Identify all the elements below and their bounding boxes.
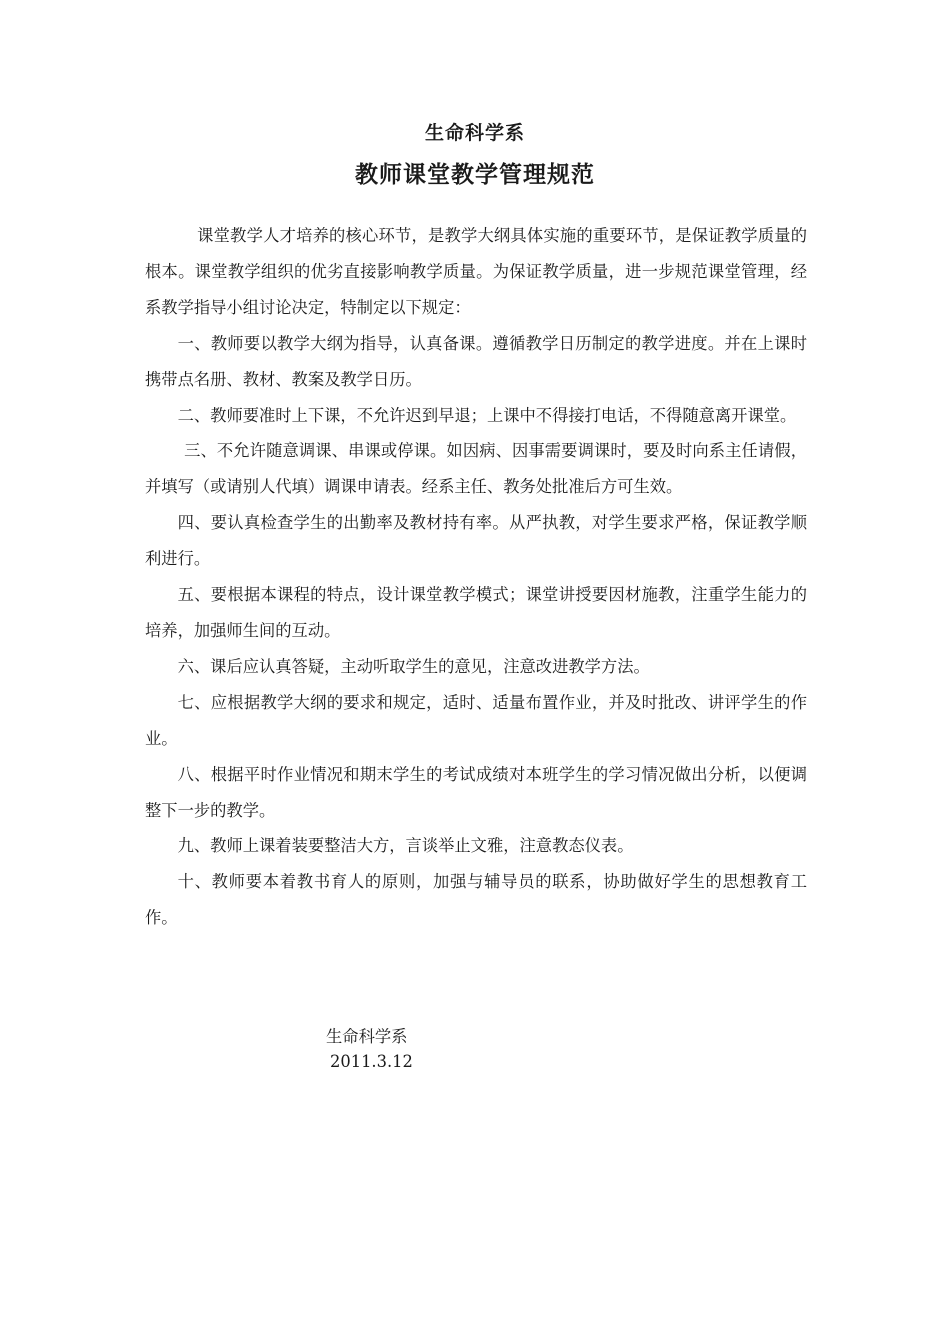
signature-date: 2011.3.12 — [330, 1052, 413, 1071]
rule-item-2: 二、教师要准时上下课，不允许迟到早退；上课中不得接打电话，不得随意离开课堂。 — [177, 405, 797, 425]
rule-item-6: 六、课后应认真答疑，主动听取学生的意见，注意改进教学方法。 — [177, 656, 650, 676]
department-heading: 生命科学系 — [424, 122, 525, 144]
rule-item-4: 四、要认真检查学生的出勤率及教材持有率。从严执教，对学生要求严格，保证教学顺利进行。 — [145, 513, 807, 569]
rule-item-8: 八、根据平时作业情况和期末学生的考试成绩对本班学生的学习情况做出分析，以便调整下一步的教学。 — [145, 764, 807, 820]
rule-item-7: 七、应根据教学大纲的要求和规定，适时、适量布置作业，并及时批改、讲评学生的作业。 — [145, 692, 807, 748]
rule-item-1: 一、教师要以教学大纲为指导，认真备课。遵循教学日历制定的教学进度。并在上课时携带点名册、教材、教案及教学日历。 — [145, 333, 807, 389]
rule-item-5: 五、要根据本课程的特点，设计课堂教学模式；课堂讲授要因材施教，注重学生能力的培养，加强师生间的互动。 — [145, 585, 807, 640]
rule-item-10: 十、教师要本着教书育人的原则，加强与辅导员的联系，协助做好学生的思想教育工作。 — [145, 872, 807, 928]
document-title: 教师课堂教学管理规范 — [355, 162, 595, 188]
rule-item-9: 九、教师上课着装要整洁大方，言谈举止文雅，注意教态仪表。 — [177, 836, 634, 856]
intro-paragraph: 课堂教学人才培养的核心环节，是教学大纲具体实施的重要环节，是保证教学质量的根本。课堂教学组织的优劣直接影响教学质量。为保证教学质量，进一步规范课堂管理，经系教学指导小组讨论决定，特制定以下规定： — [145, 226, 807, 317]
signature-department: 生命科学系 — [326, 1027, 408, 1046]
signature-block — [326, 1024, 413, 1074]
rule-item-3: 三、不允许随意调课、串课或停课。如因病、因事需要调课时，要及时向系主任请假，并填写（或请别人代填）调课申请表。经系主任、教务处批准后方可生效。 — [145, 441, 807, 497]
document-body — [145, 218, 807, 936]
